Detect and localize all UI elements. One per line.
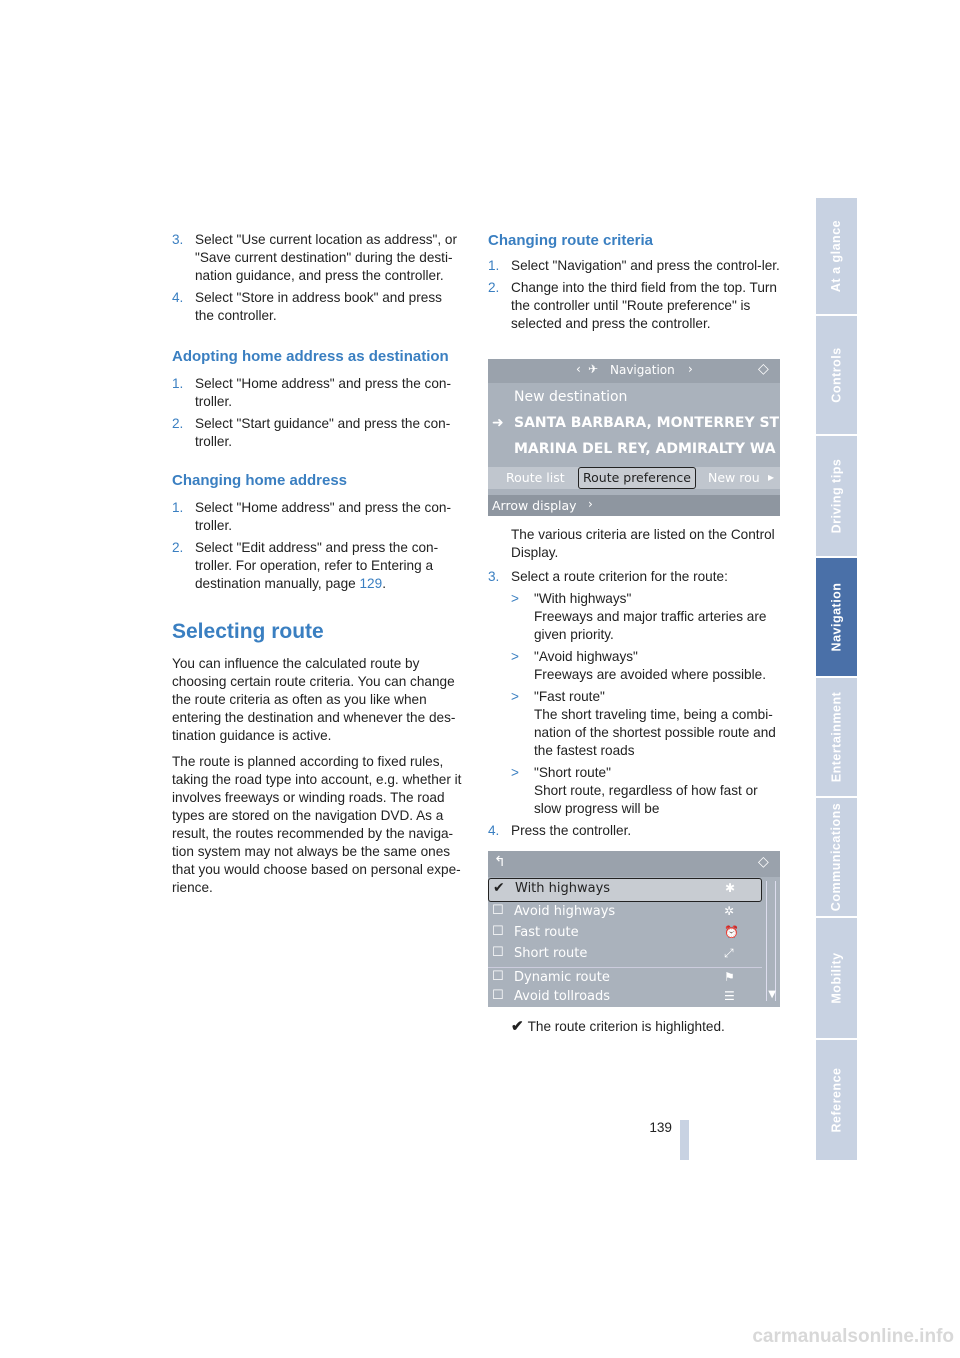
highway-icon: ✱ xyxy=(725,881,736,895)
screen1-tabbar xyxy=(488,467,780,489)
page-number: 139 xyxy=(649,1120,672,1135)
screen1-row-marina[interactable]: MARINA DEL REY, ADMIRALTY WA xyxy=(514,441,776,457)
steps-top xyxy=(172,231,464,325)
scroll-right-icon: ▸ xyxy=(768,470,775,484)
screen1-header-title: Navigation xyxy=(610,363,675,377)
checkbox-empty-icon: ☐ xyxy=(492,969,504,984)
route-step-4: 4. Press the controller. xyxy=(488,823,632,838)
navigation-screen: ‹ ✈ Navigation › ◇ New destination ➜ SANTA BARBARA, MONTERREY ST MARINA DEL REY, ADMIRALTY WA Route list Route preference New rou ▸ Arrow display › xyxy=(488,359,780,516)
navigation-icon: ✈ xyxy=(588,362,599,376)
adopting-heading: Adopting home address as destination xyxy=(172,348,449,365)
adopting-steps xyxy=(172,375,464,451)
selecting-route-heading: Selecting route xyxy=(172,620,324,643)
chevron-right-small-icon: › xyxy=(588,497,593,511)
compass-icon: ◇ xyxy=(758,854,769,870)
changing-route-heading: Changing route criteria xyxy=(488,232,654,249)
sidebar-item-reference[interactable]: Reference xyxy=(816,1040,857,1160)
clock-icon: ⏰ xyxy=(724,925,739,939)
tab-route-preference[interactable]: Route preference xyxy=(578,467,696,489)
sidebar-item-at-a-glance[interactable]: At a glance xyxy=(816,198,857,314)
avoid-highway-icon: ✲ xyxy=(724,904,735,918)
sidebar-item-driving-tips[interactable]: Driving tips xyxy=(816,436,857,556)
left-column xyxy=(172,231,464,897)
page-link-129[interactable]: 129 xyxy=(359,576,383,591)
sidebar-item-communications[interactable]: Communications xyxy=(816,798,857,916)
right-column-middle xyxy=(511,526,781,562)
sidebar-item-entertainment[interactable]: Entertainment xyxy=(816,678,857,796)
criteria-item-dynamic-route[interactable]: ☐ Dynamic route ⚑ xyxy=(488,967,762,988)
criterion-short-route: > "Short route" Short route, regardless of how fast or slow progress will be xyxy=(511,765,758,816)
criteria-item-avoid-tollroads[interactable]: ☐ Avoid tollroads ☰ xyxy=(492,988,735,1004)
sidebar-item-navigation[interactable]: Navigation xyxy=(816,558,857,676)
criterion-avoid-highways: > "Avoid highways" Freeways are avoided where possible. xyxy=(511,649,766,682)
route-step-3: 3. Select a route criterion for the route: > "With highways" Freeways and major traffic arteries are given priority. > "Avoid highways" Freeways are avoided where possible. > "Fast route" The short traveling time, being a combi-nation of the shortest possible route and the fastest roads > "Short route" Short route, regardless of how fast or slow progress will be xyxy=(488,568,780,818)
tab-route-list[interactable]: Route list xyxy=(506,470,565,485)
screen2-header xyxy=(488,851,780,877)
checkbox-empty-icon: ☐ xyxy=(492,903,504,918)
criteria-list xyxy=(511,590,780,818)
checkbox-empty-icon: ☐ xyxy=(492,988,504,1003)
criterion-with-highways: > "With highways" Freeways and major traffic arteries are given priority. xyxy=(511,591,767,642)
adopting-step-1: 1. Select "Home address" and press the con-troller. xyxy=(172,376,451,409)
tollroad-icon: ☰ xyxy=(724,989,735,1003)
screen1-arrow-display[interactable]: Arrow display › xyxy=(488,495,780,516)
chevron-left-icon: ‹ xyxy=(576,362,581,376)
criteria-intro: The various criteria are listed on the Control Display. xyxy=(511,527,775,560)
chevron-right-icon: › xyxy=(688,362,693,376)
step-4: 4. Select "Store in address book" and press the controller. xyxy=(172,290,442,323)
criteria-item-avoid-highways[interactable]: ☐ Avoid highways ✲ xyxy=(492,903,735,919)
checkmark-icon: ✔ xyxy=(493,880,505,896)
changing-home-step-1: 1. Select "Home address" and press the con-troller. xyxy=(172,500,451,533)
scrollbar[interactable] xyxy=(766,881,776,1001)
route-steps-top xyxy=(488,257,780,333)
compass-icon: ◇ xyxy=(758,361,769,377)
checkmark-icon: ✔ xyxy=(511,1018,524,1035)
selecting-route-para-2: The route is planned according to fixed rules, taking the road type into account, e.g. whether it involves freeways or winding roads. The road types are stored on the navigation DVD. As a result, the routes recommended by the naviga-tion system may not always be the same ones that you would choose based on personal expe-rience. xyxy=(172,754,462,895)
criteria-item-with-highways[interactable]: ✔ With highways ✱ xyxy=(488,878,762,902)
page-number-bar xyxy=(680,1120,689,1160)
route-criteria-screen xyxy=(488,851,780,1007)
arrow-right-icon: ➜ xyxy=(492,415,504,431)
short-route-icon: ⤢ xyxy=(724,946,734,960)
selecting-route-para-1: You can influence the calculated route by choosing certain route criteria. You can change the route criteria as often as you like when entering the destination and whenever the des-tination guidance is active. xyxy=(172,656,456,743)
changing-home-step-2: 2. Select "Edit address" and press the con-troller. For operation, refer to Entering a destination manually, page 129. xyxy=(172,540,439,591)
step-3: 3. Select "Use current location as address", or "Save current destination" during the desti-nation guidance, and press the controller. xyxy=(172,232,458,283)
checkbox-empty-icon: ☐ xyxy=(492,945,504,960)
route-step-1: 1. Select "Navigation" and press the control-ler. xyxy=(488,258,780,273)
adopting-step-2: 2. Select "Start guidance" and press the con-troller. xyxy=(172,416,451,449)
criteria-item-fast-route[interactable]: ☐ Fast route ⏰ xyxy=(492,924,739,940)
route-step-2: 2. Change into the third field from the top. Turn the controller until "Route preference" is selected and press the controller. xyxy=(488,280,777,331)
sidebar-item-controls[interactable]: Controls xyxy=(816,316,857,434)
changing-home-steps xyxy=(172,499,464,593)
dynamic-route-icon: ⚑ xyxy=(724,970,735,984)
right-column-top xyxy=(488,231,780,337)
screen1-row-new-destination[interactable]: New destination xyxy=(514,389,628,405)
route-steps-criteria xyxy=(488,568,780,840)
footer-watermark: carmanualsonline.info xyxy=(752,1326,954,1347)
back-arrow-icon[interactable]: ↰ xyxy=(494,854,506,870)
criteria-item-short-route[interactable]: ☐ Short route ⤢ xyxy=(492,945,734,961)
right-column-criteria xyxy=(488,568,780,844)
checkbox-empty-icon: ☐ xyxy=(492,924,504,939)
screen1-header xyxy=(488,359,780,383)
scroll-down-icon[interactable]: ▼ xyxy=(768,989,776,1000)
highlight-note: ✔ The route criterion is highlighted. xyxy=(511,1018,725,1035)
changing-home-heading: Changing home address xyxy=(172,472,348,489)
sidebar-item-mobility[interactable]: Mobility xyxy=(816,918,857,1038)
tab-new-route[interactable]: New rou xyxy=(708,470,760,485)
criterion-fast-route: > "Fast route" The short traveling time, being a combi-nation of the shortest possible route and the fastest roads xyxy=(511,689,776,758)
